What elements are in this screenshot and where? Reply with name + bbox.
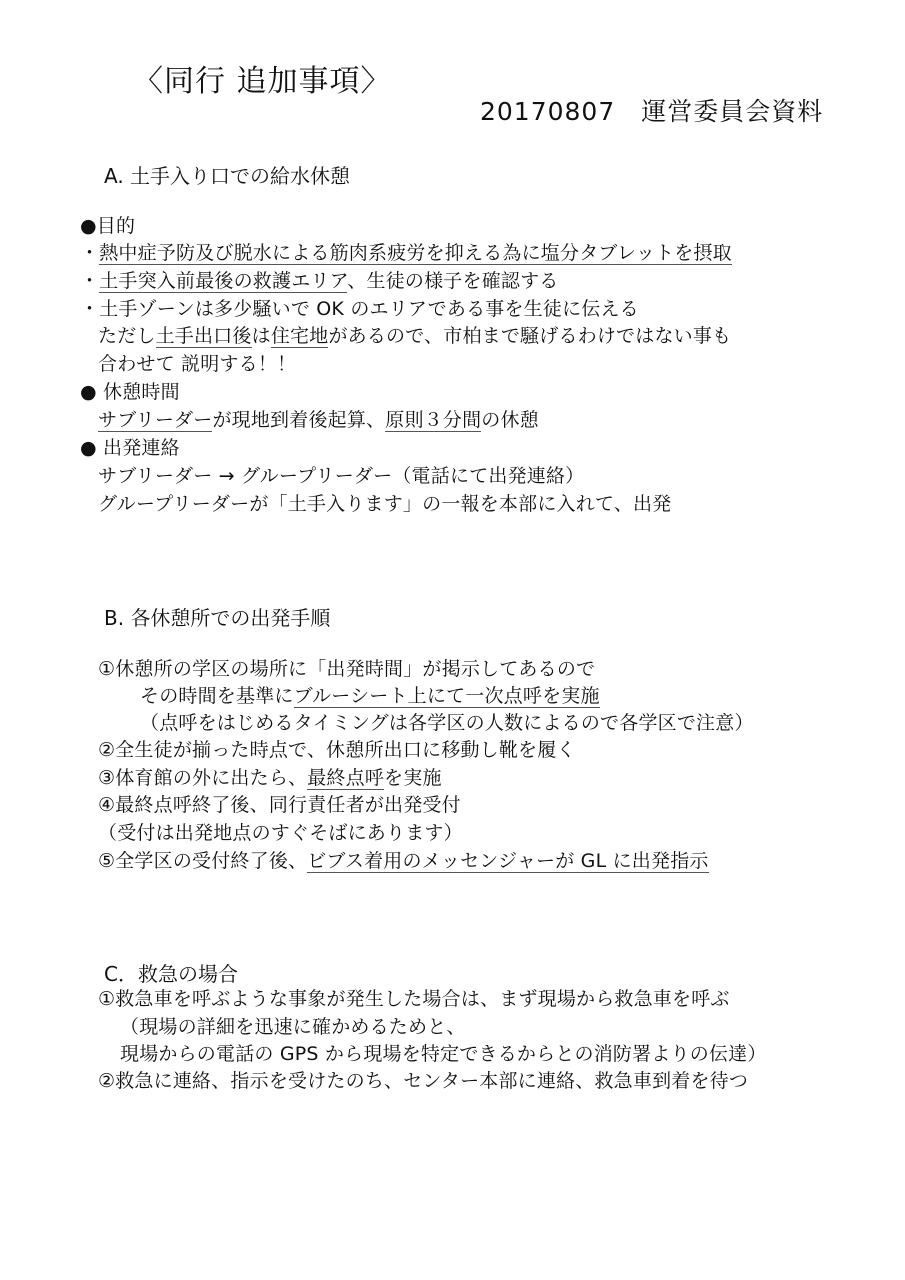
- plain-text: が現地到着後起算、: [212, 409, 386, 431]
- emergency-step-1: ①救急車を呼ぶような事象が発生した場合は、まず現場から救急車を呼ぶ: [98, 988, 730, 1010]
- procedure-step-4: ④最終点呼終了後、同行責任者が出発受付: [98, 794, 461, 816]
- document-date-line: 20170807 運営委員会資料: [480, 97, 824, 126]
- emergency-step-2: ②救急に連絡、指示を受けたのち、センター本部に連絡、救急車到着を待つ: [98, 1070, 749, 1092]
- departure-contact-heading: ● 出発連絡: [80, 437, 180, 459]
- emergency-step-1-note-continued: 現場からの電話の GPS から現場を特定できるからとの消防署よりの伝達）: [120, 1043, 767, 1065]
- underlined-text: サブリーダー: [98, 409, 213, 431]
- procedure-step-5: [98, 848, 709, 874]
- purpose-item-3-continued-2: 合わせて 説明する！！: [98, 353, 297, 375]
- procedure-step-4-note: （受付は出発地点のすぐそばにあります）: [98, 822, 463, 844]
- underlined-text: 熱中症予防及び脱水による筋肉系疲労を抑える為に塩分タブレットを摂取: [99, 242, 732, 264]
- underlined-text: 土手突入前最後の救護エリア: [99, 270, 348, 292]
- emergency-step-1-note: （現場の詳細を迅速に確かめるためと、: [120, 1016, 466, 1038]
- underlined-text: ビブス着用のメッセンジャーが GL に出発指示: [307, 850, 709, 872]
- plain-text: 、生徒の様子を確認する: [347, 270, 559, 292]
- departure-contact-line-1: サブリーダー → グループリーダー（電話にて出発連絡）: [98, 465, 585, 487]
- rest-time-heading: ● 休憩時間: [80, 381, 180, 403]
- plain-text: を実施: [384, 767, 442, 789]
- purpose-heading: ●目的: [80, 215, 136, 237]
- section-c-heading: C．救急の場合: [104, 962, 238, 986]
- procedure-step-3: [98, 765, 442, 791]
- underlined-text: 住宅地: [270, 325, 329, 347]
- purpose-item-3: ・土手ゾーンは多少騒いで OK のエリアである事を生徒に伝える: [80, 298, 639, 320]
- bullet-mark: ・: [80, 270, 100, 292]
- procedure-step-2: ②全生徒が揃った時点で、休憩所出口に移動し靴を履く: [98, 739, 576, 761]
- procedure-step-1-note: （点呼をはじめるタイミングは各学区の人数によるので各学区で注意）: [140, 712, 754, 734]
- plain-text: ただし: [98, 325, 156, 347]
- section-b-heading: B. 各休憩所での出発手順: [104, 606, 331, 630]
- plain-text: ③体育館の外に出たら、: [98, 767, 308, 789]
- section-a-heading: A. 土手入り口での給水休憩: [104, 164, 351, 188]
- plain-text: は: [251, 325, 271, 347]
- plain-text: があるので、市柏まで騒げるわけではない事も: [328, 325, 732, 347]
- purpose-item-3-continued: [98, 323, 731, 349]
- departure-contact-line-2: グループリーダーが「土手入ります」の一報を本部に入れて、出発: [98, 493, 672, 515]
- bullet-mark: ・: [80, 242, 100, 264]
- rest-time-detail: [98, 407, 539, 433]
- procedure-step-1-continued: [140, 683, 600, 709]
- purpose-item-2: [80, 268, 559, 294]
- underlined-text: 土手出口後: [155, 325, 252, 347]
- purpose-item-1: [80, 240, 732, 266]
- underlined-text: ブルーシート上にて一次点呼を実施: [293, 685, 600, 707]
- procedure-step-1: ①休憩所の学区の場所に「出発時間」が掲示してあるので: [98, 658, 596, 680]
- plain-text: その時間を基準に: [140, 685, 294, 707]
- underlined-text: 原則３分間: [385, 409, 482, 431]
- plain-text: ⑤全学区の受付終了後、: [98, 850, 308, 872]
- plain-text: の休憩: [481, 409, 539, 431]
- document-title: 〈同行 追加事項〉: [133, 64, 392, 99]
- underlined-text: 最終点呼: [307, 767, 385, 789]
